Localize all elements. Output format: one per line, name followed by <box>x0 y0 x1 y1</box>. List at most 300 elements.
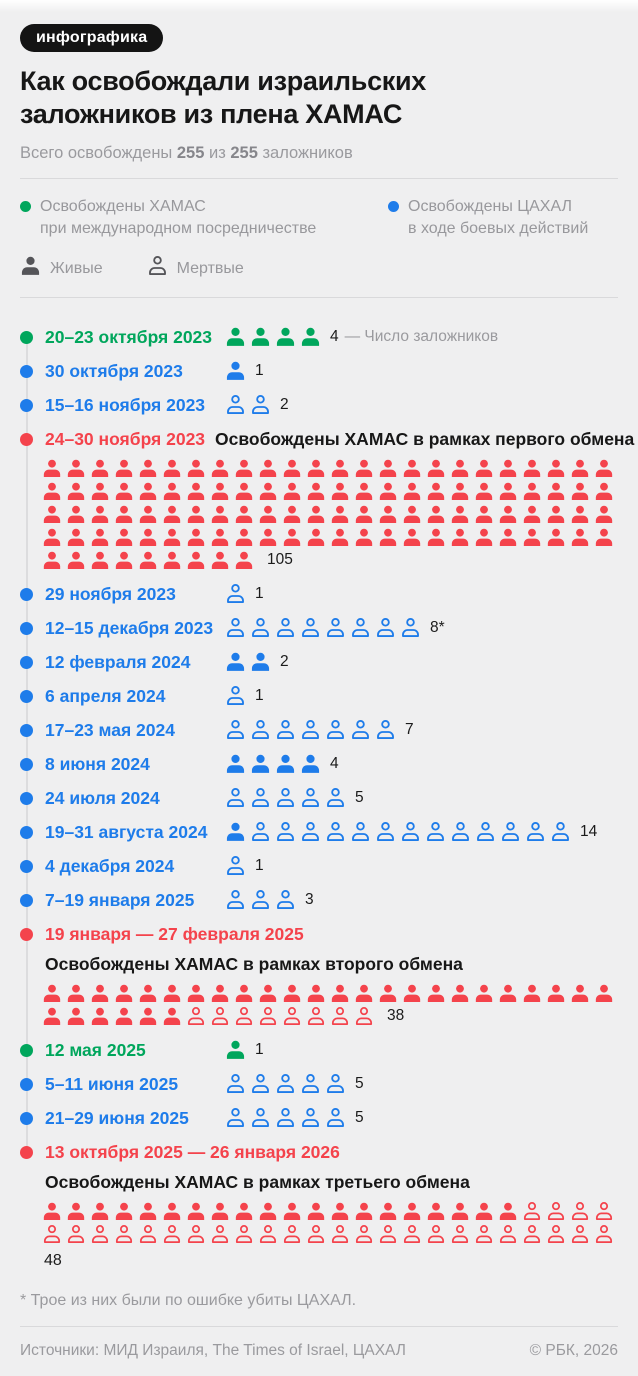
person-filled-icon <box>234 482 254 502</box>
person-outline-icon <box>350 618 371 639</box>
hostage-icons <box>225 1108 346 1129</box>
person-filled-icon <box>378 505 398 525</box>
person-outline-icon <box>570 1225 590 1245</box>
person-outline-icon <box>350 822 371 843</box>
person-filled-icon <box>250 327 271 348</box>
person-outline-icon <box>225 1074 246 1095</box>
person-filled-icon <box>474 528 494 548</box>
person-outline-icon <box>225 788 246 809</box>
hostage-count: 1 <box>255 584 264 602</box>
person-outline-icon <box>354 1225 374 1245</box>
person-outline-icon <box>522 1202 542 1222</box>
person-filled-icon <box>66 1007 86 1027</box>
legend-dead-label: Мертвые <box>176 259 244 277</box>
hostage-icons <box>225 652 271 673</box>
person-filled-icon <box>522 505 542 525</box>
person-outline-icon <box>225 856 246 877</box>
person-filled-icon <box>474 459 494 479</box>
timeline-row <box>20 652 618 673</box>
person-filled-icon <box>114 551 134 571</box>
timeline-dot <box>20 690 33 703</box>
person-outline-icon <box>66 1225 86 1245</box>
hostage-count: 1 <box>255 856 264 874</box>
title-line-2: заложников из плена ХАМАС <box>20 98 403 129</box>
timeline-dot <box>20 433 33 446</box>
person-filled-icon <box>522 459 542 479</box>
hostage-count: 4 <box>330 327 339 345</box>
person-filled-icon <box>66 551 86 571</box>
person-filled-icon <box>450 1202 470 1222</box>
person-filled-icon <box>186 482 206 502</box>
person-filled-icon <box>522 528 542 548</box>
timeline-dot <box>20 928 33 941</box>
subtitle-mid: из <box>204 143 231 162</box>
person-outline-icon <box>225 395 246 416</box>
timeline-date: 7–19 января 2025 <box>45 889 195 910</box>
hostage-count: 5 <box>355 788 364 806</box>
person-filled-icon <box>330 1202 350 1222</box>
timeline-row <box>20 428 635 450</box>
person-filled-icon <box>42 984 62 1004</box>
person-filled-icon <box>474 1202 494 1222</box>
person-filled-icon <box>138 1007 158 1027</box>
person-filled-icon <box>114 528 134 548</box>
person-outline-icon <box>186 1225 206 1245</box>
person-filled-icon <box>282 482 302 502</box>
person-filled-icon <box>306 984 326 1004</box>
person-filled-icon <box>594 505 614 525</box>
person-filled-icon <box>162 984 182 1004</box>
timeline-date: 12 февраля 2024 <box>45 651 191 672</box>
person-filled-icon <box>330 505 350 525</box>
timeline-row <box>20 890 618 911</box>
timeline-row <box>20 584 618 605</box>
person-filled-icon <box>234 551 254 571</box>
person-filled-icon <box>498 482 518 502</box>
person-filled-icon <box>450 528 470 548</box>
person-filled-icon <box>225 1040 246 1061</box>
person-filled-icon <box>90 551 110 571</box>
person-outline-icon <box>500 822 521 843</box>
person-outline-icon <box>300 1074 321 1095</box>
hostage-icons <box>225 788 346 809</box>
person-filled-icon <box>258 984 278 1004</box>
person-outline-icon <box>325 788 346 809</box>
person-filled-icon <box>474 505 494 525</box>
person-outline-icon <box>147 256 168 282</box>
person-filled-icon <box>282 459 302 479</box>
hostage-icons <box>225 686 246 707</box>
person-filled-icon <box>402 528 422 548</box>
person-filled-icon <box>378 482 398 502</box>
person-filled-icon <box>306 505 326 525</box>
person-filled-icon <box>138 984 158 1004</box>
person-filled-icon <box>114 1202 134 1222</box>
timeline-date: 24 июля 2024 <box>45 787 160 808</box>
title-line-1: Как освобождали израильских <box>20 66 427 96</box>
timeline-date: 12 мая 2025 <box>45 1039 146 1060</box>
hostage-icons <box>225 822 571 843</box>
person-filled-icon <box>162 505 182 525</box>
person-outline-icon <box>330 1007 350 1027</box>
person-outline-icon <box>354 1007 374 1027</box>
timeline-dot <box>20 792 33 805</box>
released-count: 255 <box>176 143 205 162</box>
person-filled-icon <box>306 459 326 479</box>
person-filled-icon <box>546 459 566 479</box>
person-filled-icon <box>330 984 350 1004</box>
divider <box>20 178 618 179</box>
person-filled-icon <box>594 482 614 502</box>
person-filled-icon <box>378 528 398 548</box>
person-filled-icon <box>378 459 398 479</box>
person-filled-icon <box>162 528 182 548</box>
person-filled-icon <box>210 505 230 525</box>
person-filled-icon <box>498 459 518 479</box>
person-filled-icon <box>594 984 614 1004</box>
person-filled-icon <box>570 505 590 525</box>
infographic-badge: инфографика <box>20 24 163 52</box>
person-filled-icon <box>450 459 470 479</box>
person-filled-icon <box>306 1202 326 1222</box>
person-filled-icon <box>210 551 230 571</box>
person-filled-icon <box>66 1202 86 1222</box>
person-outline-icon <box>402 1225 422 1245</box>
person-outline-icon <box>300 618 321 639</box>
timeline-row <box>20 788 618 809</box>
person-filled-icon <box>546 482 566 502</box>
hostage-count: 5 <box>355 1074 364 1092</box>
person-filled-icon <box>186 459 206 479</box>
exchange-label: Освобождены ХАМАС в рамках первого обмена <box>215 428 635 449</box>
timeline-row <box>20 1074 618 1095</box>
person-filled-icon <box>258 1202 278 1222</box>
person-filled-icon <box>138 505 158 525</box>
person-outline-icon <box>225 686 246 707</box>
person-filled-icon <box>42 1202 62 1222</box>
timeline-connector-line <box>26 337 28 1152</box>
person-filled-icon <box>90 528 110 548</box>
footer-copyright: © РБК, 2026 <box>529 1341 618 1359</box>
person-outline-icon <box>475 822 496 843</box>
person-filled-icon <box>330 482 350 502</box>
timeline-row <box>20 1040 618 1061</box>
person-filled-icon <box>162 459 182 479</box>
person-filled-icon <box>234 984 254 1004</box>
person-filled-icon <box>450 482 470 502</box>
person-filled-icon <box>378 1202 398 1222</box>
person-filled-icon <box>450 984 470 1004</box>
person-outline-icon <box>210 1007 230 1027</box>
person-filled-icon <box>42 528 62 548</box>
person-filled-icon <box>546 528 566 548</box>
person-filled-icon <box>114 505 134 525</box>
person-filled-icon <box>275 754 296 775</box>
legend-hamas-label <box>40 196 316 241</box>
person-filled-icon <box>450 505 470 525</box>
person-outline-icon <box>186 1007 206 1027</box>
person-filled-icon <box>522 482 542 502</box>
person-outline-icon <box>546 1225 566 1245</box>
person-outline-icon <box>258 1225 278 1245</box>
person-filled-icon <box>210 1202 230 1222</box>
person-outline-icon <box>147 256 168 277</box>
person-filled-icon <box>250 652 271 673</box>
person-outline-icon <box>282 1007 302 1027</box>
person-filled-icon <box>354 1202 374 1222</box>
timeline-row <box>20 686 618 707</box>
person-outline-icon <box>350 720 371 741</box>
timeline-dot <box>20 1078 33 1091</box>
divider <box>20 297 618 298</box>
person-filled-icon <box>138 551 158 571</box>
person-outline-icon <box>400 822 421 843</box>
person-filled-icon <box>570 459 590 479</box>
person-outline-icon <box>300 1108 321 1129</box>
person-filled-icon <box>426 528 446 548</box>
person-outline-icon <box>42 1225 62 1245</box>
hostage-count: 4 <box>330 754 339 772</box>
timeline-dot <box>20 1044 33 1057</box>
person-outline-icon <box>234 1007 254 1027</box>
page-title <box>20 65 618 131</box>
person-filled-icon <box>225 822 246 843</box>
person-filled-icon <box>90 1007 110 1027</box>
hostage-icons <box>225 584 246 605</box>
person-filled-icon <box>498 984 518 1004</box>
hostage-count: 1 <box>255 361 264 379</box>
person-outline-icon <box>90 1225 110 1245</box>
person-filled-icon <box>354 459 374 479</box>
legend-alive-label: Живые <box>50 259 103 277</box>
person-outline-icon <box>225 890 246 911</box>
person-outline-icon <box>325 822 346 843</box>
person-filled-icon <box>570 984 590 1004</box>
legend-idf-line1: Освобождены ЦАХАЛ <box>408 197 572 215</box>
infographic-page <box>0 12 638 1376</box>
person-outline-icon <box>325 1074 346 1095</box>
person-filled-icon <box>306 528 326 548</box>
timeline-dot <box>20 365 33 378</box>
subtitle-suffix: заложников <box>257 143 353 162</box>
person-filled-icon <box>66 482 86 502</box>
person-filled-icon <box>42 459 62 479</box>
timeline-dot <box>20 826 33 839</box>
person-filled-icon <box>546 505 566 525</box>
hostage-icons <box>225 856 246 877</box>
timeline-row <box>20 618 618 639</box>
person-filled-icon <box>402 459 422 479</box>
person-outline-icon <box>306 1225 326 1245</box>
person-filled-icon <box>402 1202 422 1222</box>
person-filled-icon <box>225 754 246 775</box>
timeline-row <box>20 395 618 416</box>
person-filled-icon <box>66 528 86 548</box>
person-filled-icon <box>570 482 590 502</box>
person-outline-icon <box>400 618 421 639</box>
timeline-date: 19 января — 27 февраля 2025 <box>45 923 304 944</box>
person-filled-icon <box>426 984 446 1004</box>
person-filled-icon <box>234 1202 254 1222</box>
person-filled-icon <box>546 984 566 1004</box>
timeline-row <box>20 1108 618 1129</box>
person-outline-icon <box>162 1225 182 1245</box>
person-filled-icon <box>225 361 246 382</box>
exchange-label: Освобождены ХАМАС в рамках второго обмена <box>45 953 463 974</box>
subtitle-prefix: Всего освобождены <box>20 143 177 162</box>
person-outline-icon <box>275 1074 296 1095</box>
person-filled-icon <box>234 505 254 525</box>
timeline-dot <box>20 399 33 412</box>
person-filled-icon <box>354 482 374 502</box>
person-filled-icon <box>138 482 158 502</box>
person-filled-icon <box>66 505 86 525</box>
person-outline-icon <box>275 788 296 809</box>
hostage-count: 1 <box>255 686 264 704</box>
timeline-date: 20–23 октября 2023 <box>45 326 213 347</box>
person-filled-icon <box>186 1202 206 1222</box>
legend-sources <box>20 196 618 241</box>
person-filled-icon <box>162 1202 182 1222</box>
person-outline-icon <box>275 822 296 843</box>
timeline-date: 8 июня 2024 <box>45 753 150 774</box>
person-outline-icon <box>378 1225 398 1245</box>
person-filled-icon <box>378 984 398 1004</box>
legend-hamas-line1: Освобождены ХАМАС <box>40 197 206 215</box>
person-filled-icon <box>300 754 321 775</box>
timeline-dot <box>20 1112 33 1125</box>
person-filled-icon <box>275 327 296 348</box>
person-outline-icon <box>225 720 246 741</box>
person-outline-icon <box>250 618 271 639</box>
hostage-count: 105 <box>267 550 293 568</box>
person-outline-icon <box>325 618 346 639</box>
timeline-date: 29 ноября 2023 <box>45 583 176 604</box>
person-filled-icon <box>330 528 350 548</box>
legend-idf <box>388 196 588 241</box>
person-filled-icon <box>186 551 206 571</box>
person-outline-icon <box>250 822 271 843</box>
person-outline-icon <box>300 720 321 741</box>
person-filled-icon <box>354 984 374 1004</box>
person-filled-icon <box>498 528 518 548</box>
person-filled-icon <box>138 459 158 479</box>
person-outline-icon <box>234 1225 254 1245</box>
timeline-dot <box>20 758 33 771</box>
footer-sources: Источники: МИД Израиля, The Times of Israel, ЦАХАЛ <box>20 1341 406 1359</box>
timeline-dot <box>20 724 33 737</box>
person-outline-icon <box>450 1225 470 1245</box>
person-filled-icon <box>330 459 350 479</box>
hostage-icons <box>225 754 321 775</box>
subtitle <box>20 144 618 163</box>
timeline-row <box>20 822 618 843</box>
timeline-row <box>20 856 618 877</box>
person-outline-icon <box>525 822 546 843</box>
person-filled-icon <box>426 459 446 479</box>
person-outline-icon <box>306 1007 326 1027</box>
person-outline-icon <box>275 1108 296 1129</box>
timeline-row <box>20 720 618 741</box>
timeline-date: 30 октября 2023 <box>45 360 183 381</box>
timeline-date: 17–23 мая 2024 <box>45 719 175 740</box>
hostage-icons <box>225 327 321 348</box>
timeline-date: 15–16 ноября 2023 <box>45 394 206 415</box>
hostage-icons <box>225 720 396 741</box>
hostage-count: 3 <box>305 890 314 908</box>
timeline-dot <box>20 894 33 907</box>
person-filled-icon <box>162 1007 182 1027</box>
person-outline-icon <box>375 822 396 843</box>
person-filled-icon <box>186 984 206 1004</box>
legend-idf-label <box>408 196 588 241</box>
hostage-icons <box>225 395 271 416</box>
person-filled-icon <box>258 528 278 548</box>
legend-status <box>20 256 618 282</box>
hostage-count: 5 <box>355 1108 364 1126</box>
person-filled-icon <box>90 505 110 525</box>
hostage-icons <box>225 618 421 639</box>
person-filled-icon <box>186 505 206 525</box>
person-filled-icon <box>114 482 134 502</box>
person-outline-icon <box>522 1225 542 1245</box>
person-outline-icon <box>474 1225 494 1245</box>
person-filled-icon <box>225 652 246 673</box>
person-filled-icon <box>402 505 422 525</box>
person-outline-icon <box>594 1225 614 1245</box>
hostage-grid <box>42 984 620 1027</box>
timeline-row <box>20 1142 618 1163</box>
person-filled-icon <box>498 505 518 525</box>
person-outline-icon <box>250 788 271 809</box>
person-filled-icon <box>282 505 302 525</box>
person-outline-icon <box>225 618 246 639</box>
hostage-count: 2 <box>280 652 289 670</box>
hostage-count: 2 <box>280 395 289 413</box>
person-filled-icon <box>426 482 446 502</box>
legend-hamas-line2: при международном посредничестве <box>40 220 317 238</box>
person-filled-icon <box>258 482 278 502</box>
person-filled-icon <box>210 459 230 479</box>
person-filled-icon <box>210 984 230 1004</box>
person-filled-icon <box>162 551 182 571</box>
timeline-dot <box>20 331 33 344</box>
person-filled-icon <box>114 459 134 479</box>
person-outline-icon <box>114 1225 134 1245</box>
hostage-count: 7 <box>405 720 414 738</box>
legend-dead <box>147 256 244 282</box>
person-filled-icon <box>186 528 206 548</box>
person-outline-icon <box>375 618 396 639</box>
person-filled-icon <box>426 1202 446 1222</box>
person-filled-icon <box>594 528 614 548</box>
person-filled-icon <box>282 528 302 548</box>
hostage-icons <box>225 1040 246 1061</box>
hostage-count: 48 <box>44 1251 62 1269</box>
person-filled-icon <box>66 459 86 479</box>
timeline-date: 19–31 августа 2024 <box>45 821 208 842</box>
person-filled-icon <box>90 482 110 502</box>
hostage-count: 8* <box>430 618 445 636</box>
person-filled-icon <box>522 984 542 1004</box>
person-filled-icon <box>20 256 41 282</box>
person-outline-icon <box>498 1225 518 1245</box>
hostage-count: 14 <box>580 822 598 840</box>
person-filled-icon <box>90 459 110 479</box>
hostage-icons <box>225 361 246 382</box>
person-filled-icon <box>210 528 230 548</box>
hostage-count: 38 <box>387 1006 405 1024</box>
